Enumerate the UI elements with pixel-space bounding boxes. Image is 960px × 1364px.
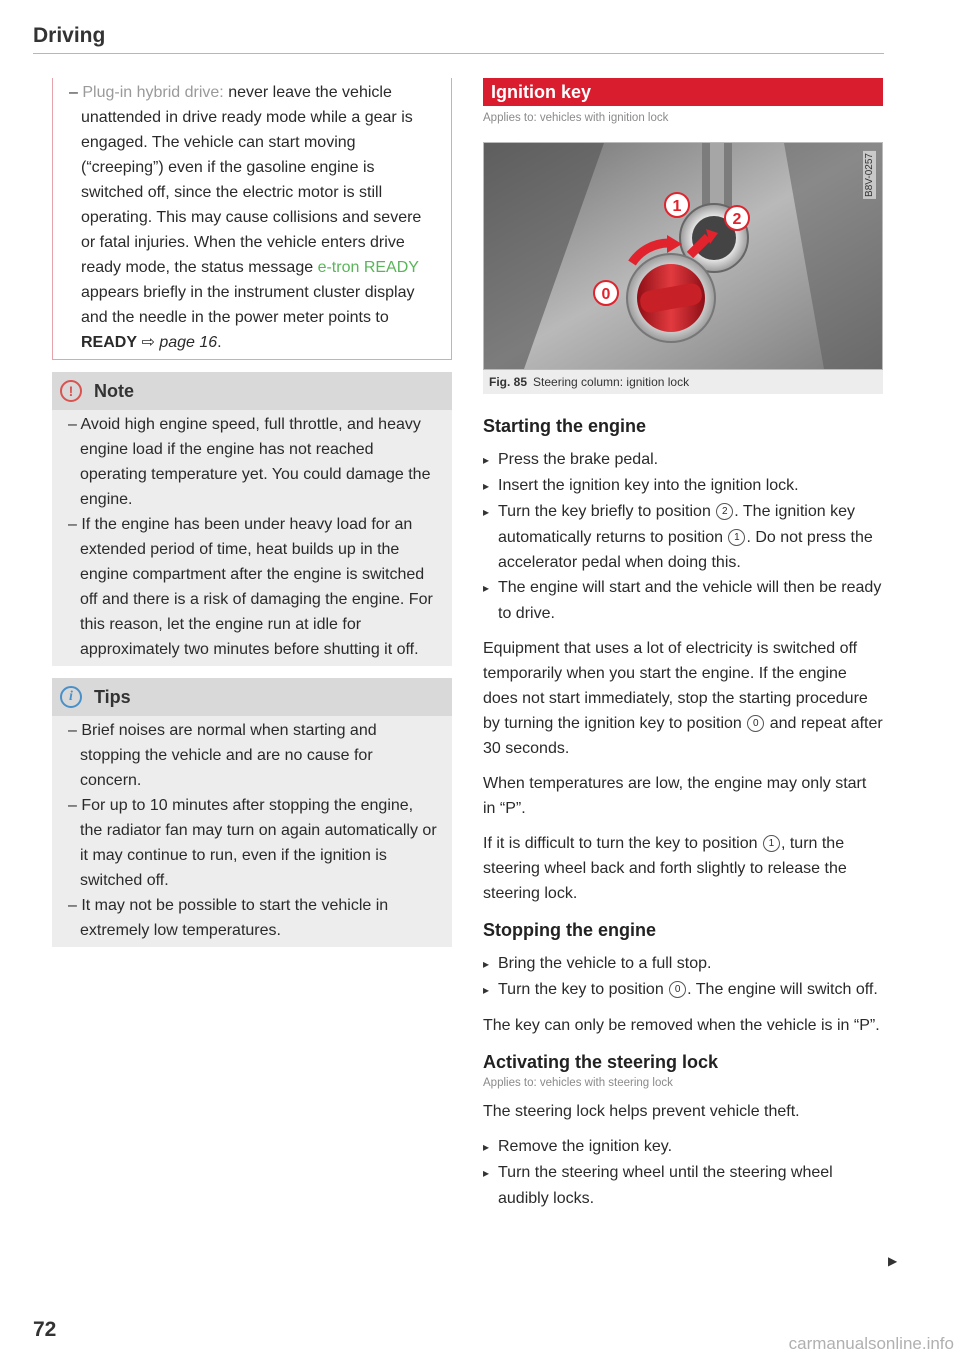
note-body (52, 410, 452, 666)
position-0-badge: 0 (669, 981, 686, 998)
stopping-steps (483, 951, 883, 1003)
tips-title: Tips (94, 686, 131, 707)
para-text: and repeat after 30 seconds. (483, 715, 883, 757)
header-divider (33, 53, 884, 54)
ignition-lock-illustration (484, 143, 882, 369)
step-item: ▸ Press the brake pedal. (483, 447, 883, 473)
para-text: If it is difficult to turn the key to position (483, 835, 762, 852)
watermark: carmanualsonline.info (788, 1334, 954, 1353)
step-text: . The engine will switch off. (687, 981, 878, 998)
section-title: Ignition key (483, 78, 883, 106)
position-1-badge: 1 (763, 835, 780, 852)
tips-header (52, 678, 452, 716)
paragraph: The steering lock helps prevent vehicle theft. (483, 1103, 800, 1120)
warning-text-2: appears briefly in the instrument cluster display and the needle in the power meter points to (81, 284, 415, 326)
warning-text: never leave the vehicle unattended in drive ready mode while a gear is engaged. The vehicle can start moving (“creeping”) even if the gasoline engine is switched off, since the electric motor is still operating. This may cause collisions and severe or fatal injuries. When the vehicle enters drive ready mode, the status message (81, 84, 422, 276)
info-icon: i (60, 686, 82, 708)
para-text: Equipment that uses a lot of electricity is switched off temporarily when you start the engine. If the engine does not start immediately, stop the starting procedure by turning the ignition key to position (483, 640, 868, 732)
warning-lead: Plug-in hybrid drive: (82, 84, 224, 101)
step-text: . The ignition key automatically returns to position (498, 503, 855, 546)
paragraph: When temperatures are low, the engine may only start in “P”. (483, 775, 867, 817)
step-item: ▸ Insert the ignition key into the ignition lock. (483, 473, 883, 499)
paragraph: The key can only be removed when the vehicle is in “P”. (483, 1017, 880, 1034)
lock-steps (483, 1134, 883, 1211)
paragraph (483, 831, 883, 906)
position-2-label: 2 (732, 211, 742, 228)
note-title: Note (94, 380, 134, 401)
figure-number: Fig. 85 (489, 375, 528, 389)
figure-caption (483, 370, 883, 394)
tips-item: – Brief noises are normal when starting and stopping the vehicle and are no cause for concern. (60, 718, 438, 793)
step-text: Turn the key briefly to position (498, 503, 716, 520)
applies-to-note: Applies to: vehicles with ignition lock (483, 112, 669, 124)
stopping-heading: Stopping the engine (483, 920, 656, 940)
steering-lock-heading: Activating the steering lock (483, 1052, 719, 1072)
left-column (52, 78, 452, 947)
ready-label: READY (81, 334, 138, 351)
page-number: 72 (33, 1318, 57, 1341)
exclamation-icon: ! (60, 380, 82, 402)
ignition-lock-figure (483, 142, 883, 370)
step-text: . Do not press the accelerator pedal when doing this. (498, 529, 873, 571)
warning-end: . (217, 334, 222, 351)
paragraph (483, 636, 883, 761)
figure-caption-text: Steering column: ignition lock (533, 375, 690, 389)
starting-steps (483, 447, 883, 626)
status-message: e-tron READY (317, 259, 419, 276)
warning-box (52, 78, 452, 360)
position-1-label: 1 (672, 198, 682, 215)
para-text: , turn the steering wheel back and forth slightly to release the steering lock. (483, 835, 847, 902)
note-item: – If the engine has been under heavy load for an extended period of time, heat builds up in the engine compartment after the engine is switched off and there is a risk of damaging the engine. For this reason, let the engine run at idle for approximately two minutes before shutting it off. (60, 512, 438, 662)
step-item (483, 499, 883, 575)
note-item: – Avoid high engine speed, full throttle, and heavy engine load if the engine has not reached operating temperature yet. You could damage the engine. (60, 412, 438, 512)
position-0-badge: 0 (747, 715, 764, 732)
step-text: Turn the key to position (498, 981, 669, 998)
page-section-header: Driving (33, 24, 106, 47)
position-2-badge: 2 (716, 503, 733, 520)
continue-arrow-icon: ▶ (888, 1254, 898, 1268)
tips-item: – It may not be possible to start the vehicle in extremely low temperatures. (60, 893, 438, 943)
figure-code: B8V-0257 (864, 153, 875, 197)
tips-item: – For up to 10 minutes after stopping the engine, the radiator fan may turn on again automatically or it may continue to run, even if the ignition is switched off. (60, 793, 438, 893)
right-column (483, 78, 883, 1211)
starting-heading: Starting the engine (483, 416, 647, 436)
step-item: ▸ Remove the ignition key. (483, 1134, 883, 1160)
applies-to-note: Applies to: vehicles with steering lock (483, 1077, 673, 1089)
arrow-icon: ⇨ (137, 334, 160, 351)
step-item (483, 977, 883, 1003)
note-header (52, 372, 452, 410)
warning-item (61, 80, 437, 355)
position-0-label: 0 (601, 286, 611, 303)
step-item: ▸ The engine will start and the vehicle will then be ready to drive. (483, 575, 883, 626)
page-reference-link[interactable]: page 16 (159, 334, 218, 351)
tips-body (52, 716, 452, 947)
step-item: ▸ Turn the steering wheel until the steering wheel audibly locks. (483, 1160, 883, 1211)
step-item: ▸ Bring the vehicle to a full stop. (483, 951, 883, 977)
position-1-badge: 1 (728, 529, 745, 546)
